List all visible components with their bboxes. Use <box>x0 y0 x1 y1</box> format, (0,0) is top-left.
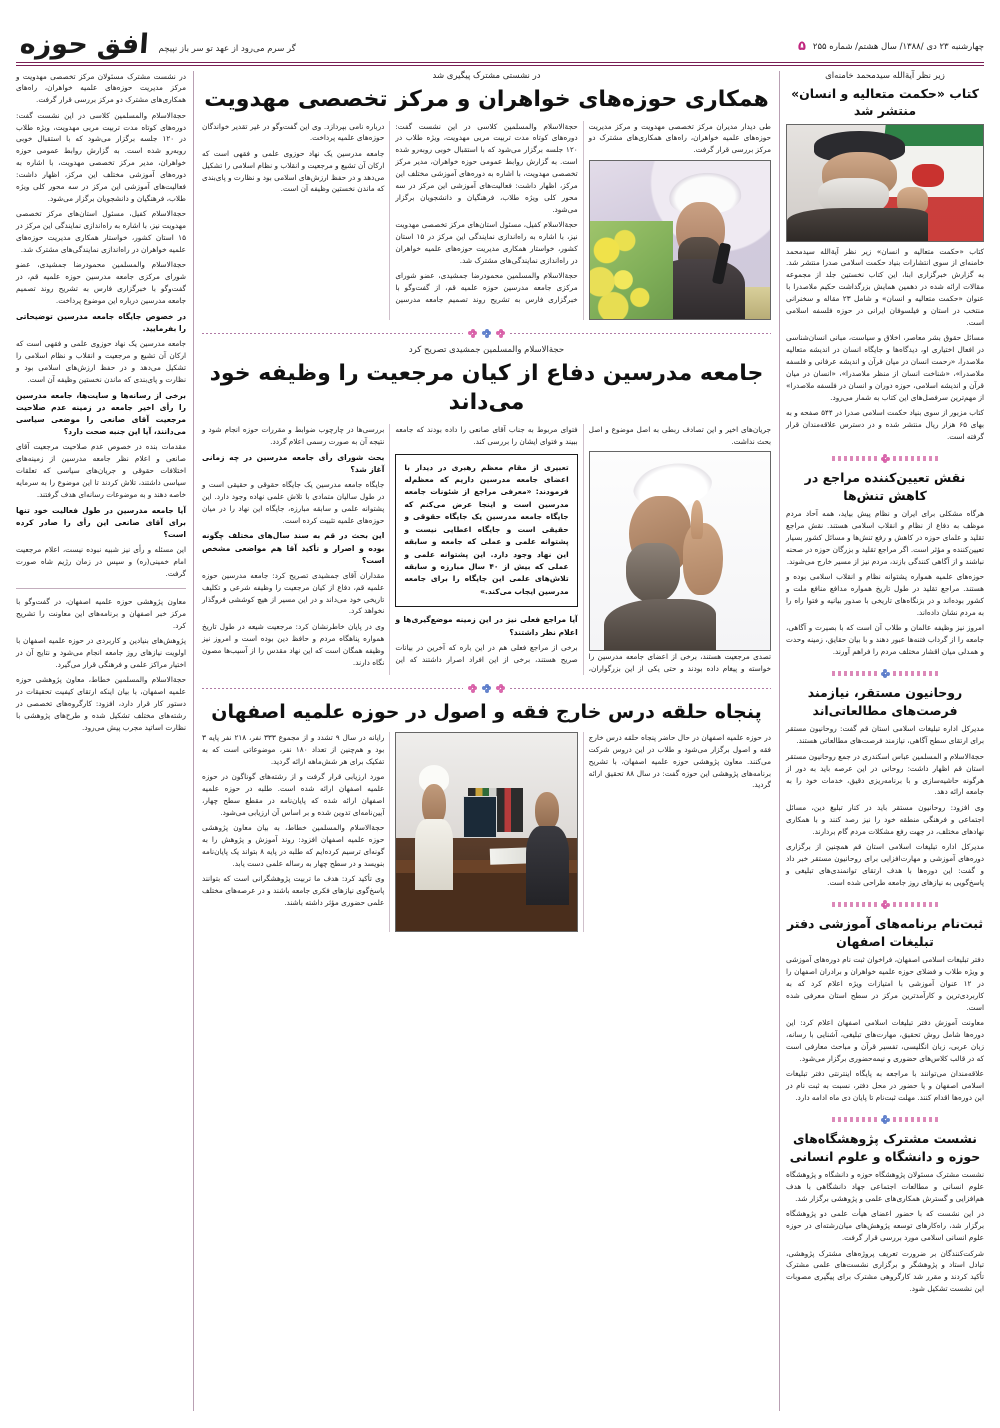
sidebar-paragraph: حوزه‌های علمیه همواره پشتوانه نظام و انقلاب اسلامی بوده و هستند. مراجع تقلید در طول تاریخ همواره مدافع منافع ملت و کشور بوده‌اند و در بزنگاه‌های تاریخی با صدور بیانیه و فتوا راه را به مردم نشان داده‌اند. <box>786 572 984 617</box>
cleric-at-podium-photo <box>589 160 771 320</box>
sidebar-article-neshast <box>786 1130 984 1298</box>
article2-paragraph: جایگاه جامعه مدرسین یک جایگاه حقوقی و حقیقی است و در طول سالیان متمادی با تلاش علمی نهاده وجود دارد. این پشتوانه علمی و سابقه مبارزه، جایگاه این نهاد را در میان حوزه‌های علمیه تثبیت کرده است. <box>202 479 385 525</box>
newspaper-logo: افق حوزه <box>18 29 150 60</box>
right-question: برخی از رسانه‌ها و سایت‌ها، جامعه مدرسین را رأی اخیر جامعه در زمینه عدم صلاحیت مرجعیت آقای صانعی را موضعی سیاسی می‌دانند، آیا این جنبه صحت دارد؟ <box>16 390 186 437</box>
ornament-divider-main <box>202 329 771 338</box>
masthead-rule <box>16 62 984 63</box>
article1-paragraph: طی دیدار مدیران مرکز تخصصی مهدویت و مرکز مدیریت حوزه‌های علمیه خواهران، راه‌های همکاری‌های مشترک دو مرکز بررسی قرار گرفت. <box>588 121 771 155</box>
sidebar-paragraph: مدیرکل اداره تبلیغات اسلامی استان قم همچنین از برگزاری دوره‌های آموزشی و مهارت‌افزایی برای روحانیون مستقر خبر داد و گفت: این دوره‌ها با هدف ارتقای توانمندی‌های تبلیغی و پاسخ‌گویی به نیازهای روز جامعه طراحی شده است. <box>786 841 984 887</box>
sidebar-paragraph: کتاب مزبور از سوی بنیاد حکمت اسلامی صدرا در ۵۴۴ صفحه و به بهای ۶۵ هزار ریال منتشر شده و در دسترس علاقه‌مندان قرار گرفته است. <box>786 408 985 441</box>
sidebar-paragraph: کتاب «حکمت متعالیه و انسان» زیر نظر آیة‌الله سیدمحمد خامنه‌ای از سوی انتشارات بنیاد حکمت اسلامی صدرا منتشر شد. به گزارش خبرگزاری ابنا، این کتاب نخستین جلد از مجموعه مقالات ارائه شده در دهمین همایش بزرگداشت حکیم ملاصدرا با عنوان «حکمت متعالیه و انسان» و شامل ۲۳ مقاله و سخنرانی منتخب در استان و فیلسوفان ایرانی در حوزه فلسفه اسلامی است. <box>786 246 984 327</box>
flower-icon <box>468 329 477 338</box>
sidebar-headline-4: ثبت‌نام برنامه‌های آموزشی دفتر تبلیغات اصفهان <box>786 916 984 949</box>
sidebar-article-book <box>786 71 984 447</box>
article2-paragraph: مقداران آقای جمشیدی تصریح کرد: جامعه مدرسین حوزه علمیه قم، دفاع از کیان مرجعیت را وظیفه شرعی و تکلیف تاریخی خود می‌داند و در این مسیر از هیچ کوششی فروگذار نخواهد کرد. <box>202 570 385 616</box>
pull-quote-text: تعبیری از مقام معظم رهبری در دیدار با اعضای جامعه مدرسین داریم که معظم‌له فرمودند: «معرفی مراجع از شئونات جامعه مدرسین است و اینجا عرض می‌کنم که جایگاه جامعه مدرسین یک جایگاه حقوقی و حقیقی است و جایگاه اعطایی نیست و پشتوانه علمی و عملی که جامعه و سابقه این نهاد وجود دارد. این پشتوانه علمی و عملی که بیش از ۴۰ سال مبارزه و سابقه تلاش‌های علمی این جایگاه را برای جامعه مدرسین ایجاب می‌کند.» <box>404 462 569 596</box>
right-paragraph: این مسئله و رأی نیز شبیه نبوده نیست، اعلام مرجعیت امام خمینی(ره) و سپس در زمان رژیم شاه صورت گرفت. <box>16 545 186 578</box>
article2-paragraph: وی در پایان خاطرنشان کرد: مرجعیت شیعه در طول تاریخ همواره پناهگاه مردم و حافظ دین بوده است و امروز نیز وظیفه همگان است که این نهاد مقدس را از آسیب‌ها مصون نگاه دارند. <box>202 621 385 667</box>
issue-date: چهارشنبه ۲۳ دی /۱۳۸۸/ سال هشتم/ شماره ۲۵۵ <box>812 41 984 52</box>
main-article-mahdaviat <box>202 71 771 320</box>
sidebar-paragraph: علاقه‌مندان می‌توانند با مراجعه به پایگاه اینترنتی دفتر تبلیغات اسلامی اصفهان و یا حضور در محل دفتر، نسبت به ثبت نام در این دوره‌ها اقدام کنند. مهلت ثبت‌نام تا پایان دی ماه ادامه دارد. <box>786 1069 984 1102</box>
flower-icon <box>468 684 477 693</box>
flower-icon <box>496 684 505 693</box>
sidebar-article-maraje <box>786 469 984 661</box>
ornament-divider <box>786 900 984 909</box>
sidebar-paragraph: هرگاه مشکلی برای ایران و نظام پیش بیاید، همه آحاد مردم موظف به دفاع از نظام و انقلاب اسلامی هستند. نقش مراجع تقلید و علمای حوزه در کاهش و رفع تنش‌ها و مسائل کشور بسیار تعیین‌کننده و مؤثر است. اگر مراجع تقلید و بزرگان حوزه در صحنه نباشند و از آگاهی کنندگی بازند، مردم نیز از مسیر خارج می‌شوند. <box>786 509 984 566</box>
masthead-tagline: گر سرم می‌رود از عهد تو سر باز نپیچم <box>158 44 296 54</box>
article1-paragraph: جامعه مدرسین یک نهاد حوزوی علمی و فقهی است که ارکان آن تشیع و مرجعیت و انقلاب و نظام اسلامی را تشکیل می‌دهد و در حفظ ارزش‌های اسلامی بود و نظارت و پای‌بندی که ماندن نخستین وظیفه آن است. <box>202 148 385 194</box>
article2-kicker: حجة‌الاسلام والمسلمین جمشیدی تصریح کرد <box>408 344 565 355</box>
left-sidebar-column <box>779 71 984 1411</box>
main-article-jameh-modaresin <box>202 345 771 675</box>
ornament-divider <box>786 454 984 463</box>
article2-pull-quote <box>395 454 577 608</box>
article3-paragraph: رایانه در سال ۹ تشدد و از مجموع ۳۳۳ نفر، ۲۱۸ نفر پایه ۳ بود و هم‌چنین از تعداد ۱۸۰ نفر، موضوعاتی است که به تفکیک برای هر شش‌ماهه ارائه گردید. <box>202 732 385 766</box>
cleric-with-iranian-flag-photo <box>786 124 984 242</box>
ornament-divider <box>786 1115 984 1124</box>
right-question: آیا جامعه مدرسین در طول فعالیت خود تنها برای آقای صانعی این رأی را صادر کرده است؟ <box>16 505 186 540</box>
right-paragraph: مقدمات بنده در خصوص عدم صلاحیت مرجعیت آقای صانعی و اعلام نظر جامعه مدرسین از زمینه‌های اختلافات حقوقی و جریان‌های سیاسی که تعلقات سیاسی داشتند، تلاش کردند تا این موضوع را به سرمایه خاصه دهند و به موضوعات رسانه‌ای هدف گرفتند. <box>16 442 186 499</box>
sidebar-paragraph: وی افزود: روحانیون مستقر باید در کنار تبلیغ دین، مسائل اجتماعی و فرهنگی منطقه خود را نیز رصد کنند و با همکاری نهادهای مختلف، در جهت رفع مشکلات مردم گام بردارند. <box>786 802 984 836</box>
article2-question: این بحث در قم به سند سال‌های مختلف چگونه بوده و اصرار و تأکید آقا هم مواضعی مشخص است؟ <box>202 531 385 565</box>
article1-paragraph: حجة‌الاسلام والمسلمین محمودرضا جمشیدی، عضو شورای مرکزی جامعه مدرسین حوزه علمیه قم، از گفت‌وگو با خبرگزاری فارس به تشریح روند تصمیم جامعه مدرسین درباره نامی بپردازد. وی این گفت‌وگو در غیر تقدیر خواندگان حوزه‌های علمیه پرداخت. <box>202 121 578 304</box>
sidebar-headline-2: نقش تعیین‌کننده مراجع در کاهش تنش‌ها <box>804 470 966 503</box>
article2-paragraph: برخی از مراجع فعلی هم در این باره که آخرین در بیانات صریح هستند، برخی از این افراد اصرار داشتند که این بررسی‌ها در چارچوب ضوابط و مقررات حوزه انجام شود و نتیجه آن به صورت رسمی اعلام گردد. <box>202 424 578 664</box>
sidebar-paragraph: مسائل حقوق بشر معاصر، اخلاق و سیاست، مبانی انسان‌شناسی در افعال اختیاری او، دیدگاه‌ها و جایگاه انسان در اندیشه متعالیه ملاصدرا، «رحمت انسان در میان قرآن و اندیشه عرفانی و فلسفه ملاصدرا»، «شناخت انسان از منظر ملاصدرا»، «انسان در میان قرآن و اندیشه اسلامی، حوزه دوران و انسان در فلسفه ملاصدرا» از مهم‌ترین سرفصل‌های این کتاب به شمار می‌رود. <box>786 333 984 402</box>
article2-paragraph: تصدی مرجعیت هستند، برخی از اعضای جامعه مدرسین را خواسته و پیغام داده بودند و حتی یکی از این بزرگواران، فتوای مربوط به جناب آقای صانعی را داده بودند که جامعه ببیند و فتوای ایشان را بررسی کند. <box>395 424 771 673</box>
article3-headline: پنجاه حلقه درس خارج فقه و اصول در حوزه علمیه اصفهان <box>211 700 762 723</box>
main-column <box>194 71 779 1411</box>
article1-headline: همکاری حوزه‌های خواهران و مرکز تخصصی مهدویت <box>204 86 769 112</box>
right-column <box>16 71 194 1411</box>
article3-paragraph: مورد ارزیابی قرار گرفت و از رشته‌های گوناگون در حوزه علمیه اصفهان ارائه شده است. طلبه در حوزه علمیه اصفهان ارائه شده که پایان‌نامه در مقطع سطح چهار، آیین‌نامه‌ای تدوین شده و بر اساس آن ارزیابی می‌شود. <box>202 772 385 817</box>
article2-headline: جامعه مدرسین دفاع از کیان مرجعیت را وظیفه خود می‌داند <box>209 360 764 415</box>
article1-kicker: در نشستی مشترک پیگیری شد <box>432 70 541 81</box>
sidebar-kicker-1: زیر نظر آیة‌الله سیدمحمد خامنه‌ای <box>825 70 945 81</box>
flower-icon <box>482 329 491 338</box>
page-body <box>16 71 984 1411</box>
right-paragraph: پژوهش‌های بنیادین و کاربردی در حوزه علمیه اصفهان با اولویت نیازهای روز جامعه انجام می‌شود و نتایج آن در اختیار مراکز علمی و فرهنگی قرار می‌گیرد. <box>16 636 186 669</box>
office-interview-photo <box>395 732 577 932</box>
sidebar-headline-5: نشست مشترک پژوهشگاه‌های حوزه و دانشگاه و علوم انسانی <box>789 1131 981 1164</box>
article1-paragraph: حجة‌الاسلام کفیل، مسئول استان‌های مرکز تخصصی مهدویت نیز، با اشاره به راه‌اندازی نمایندگی این مرکز در ۱۵ استان کشور، خواستار همکاری مدیریت حوزه‌های علمیه خواهران در راه‌اندازی نمایندگی‌های مشترک شد. <box>395 220 578 265</box>
masthead-rule-secondary <box>16 65 984 66</box>
flower-icon <box>482 684 491 693</box>
sidebar-paragraph: حجة‌الاسلام و المسلمین عباس اسکندری در جمع روحانیون مستقر استان قم اظهار داشت: روحانی در این عرصه باید به دور از هرگونه حاشیه‌سازی و با برنامه‌ریزی دقیق، خدمات خود را به جامعه ارائه دهد. <box>786 751 984 797</box>
masthead <box>16 14 984 60</box>
main-article-esfahan <box>202 700 771 932</box>
sidebar-paragraph: مدیرکل اداره تبلیغات اسلامی استان قم گفت: روحانیون مستقر برای ارتقای سطح آگاهی، نیازمند فرصت‌های مطالعاتی هستند. <box>786 724 984 746</box>
article2-paragraph: جریان‌های اخیر و این تصادف ربطی به اصل موضوع و اصل بحث نداشت. <box>588 424 771 446</box>
article1-paragraph: حجة‌الاسلام والمسلمین کلاسی در این نشست گفت: دوره‌های کوتاه مدت تربیت مربی مهدویت، ویژه طلاب در ۱۲۰ جلسه برگزار می‌شود که با استقبال خوبی روبه‌رو شده است. به گزارش روابط عمومی حوزه خواهران، مدیر مرکز تخصصی مهدویت، با اشاره به دوره‌های آموزشی مختلف این مرکز، اظهار داشت: فعالیت‌های آموزشی این مرکز در سه محور کلی ویژه طلاب، فرهنگیان و دانشجویان برگزار می‌شود. <box>395 121 578 214</box>
sidebar-paragraph: دفتر تبلیغات اسلامی اصفهان، فراخوان ثبت نام دوره‌های آموزشی و ویژه طلاب و فضلای حوزه علمیه خواهران و برادران اصفهان را در ۱۲ عنوان آموزشی با امتیازات ویژه اعلام کرد که به کاربردی‌ترین و کارآمدترین مرکز در سطح استان معرفی شده است. <box>786 955 985 1012</box>
article3-paragraph: در حوزه علمیه اصفهان در حال حاضر پنجاه حلقه درس خارج فقه و اصول برگزار می‌شود و طلاب در این دروس شرکت می‌کنند. معاون پژوهشی حوزه علمیه اصفهان، با تشریح برنامه‌های پژوهشی این حوزه گفت: در سال ۸۸ تحقیق ارائه گردید. <box>588 732 771 790</box>
right-paragraph: حجة‌الاسلام والمسلمین کلاسی در این نشست گفت: دوره‌های کوتاه مدت تربیت مربی مهدویت، ویژه طلاب در ۱۲۰ جلسه برگزار می‌شود که با استقبال خوبی روبه‌رو شده است. به گزارش روابط عمومی حوزه خواهران، مدیر مرکز تخصصی مهدویت، با اشاره به دوره‌های آموزشی مختلف این مرکز، اظهار داشت: فعالیت‌های آموزشی این مرکز در سه محور کلی ویژه طلاب، فرهنگیان و دانشجویان برگزار می‌شود. <box>16 110 186 203</box>
right-paragraph: در نشست مشترک مسئولان مرکز تخصصی مهدویت و مرکز مدیریت حوزه‌های علمیه خواهران، راه‌های همکاری‌های مشترک دو مرکز بررسی قرار گرفت. <box>16 71 186 105</box>
right-paragraph: حجة‌الاسلام والمسلمین خطاط، معاون پژوهشی حوزه علمیه اصفهان، با بیان اینکه ارتقای کیفیت تحقیقات در دستور کار قرار دارد، افزود: کارگروه‌های تخصصی در رشته‌های مختلف تشکیل شده و طرح‌های پژوهشی با نظارت اساتید مجرب پیش می‌رود. <box>16 675 186 732</box>
ornament-divider-main <box>202 684 771 693</box>
masthead-logo-group <box>16 31 296 58</box>
right-paragraph: معاون پژوهشی حوزه علمیه اصفهان، در گفت‌وگو با مرکز خبر اصفهان و برنامه‌های این معاونت را تشریح کرد. <box>16 596 186 630</box>
page-number: ۵ <box>797 39 806 54</box>
sidebar-paragraph: نشست مشترک مسئولان پژوهشگاه حوزه و دانشگاه و پژوهشگاه علوم انسانی و مطالعات اجتماعی جهاد دانشگاهی با هدف هم‌افزایی و گسترش همکاری‌های علمی و پژوهشی برگزار شد. <box>786 1170 984 1203</box>
cleric-raised-finger-photo <box>589 451 771 651</box>
right-paragraph: حجة‌الاسلام والمسلمین محمودرضا جمشیدی، عضو شورای مرکزی جامعه مدرسین حوزه علمیه قم، در گفت‌وگو با خبرگزاری فارس به تشریح روند تصمیم جامعه مدرسین درباره این موضوع پرداخت. <box>16 260 186 306</box>
sidebar-paragraph: امروز نیز وظیفه عالمان و طلاب آن است که با بصیرت و آگاهی، جامعه را از گرداب فتنه‌ها عبور دهند و با بیان حقایق، زمینه وحدت و همدلی میان اقشار مختلف مردم را فراهم آورند. <box>786 623 984 657</box>
right-paragraph: جامعه مدرسین یک نهاد حوزوی علمی و فقهی است که ارکان آن تشیع و مرجعیت و انقلاب و نظام اسلامی را تشکیل می‌دهد و در حفظ ارزش‌های اسلامی بود و نظارت و پای‌بندی که ماندن نخستین وظیفه آن است. <box>16 339 186 384</box>
sidebar-headline-3: روحانیون مستقر، نیازمند فرصت‌های مطالعاتی‌اند <box>807 685 963 718</box>
article2-question: بحث شورای رأی جامعه مدرسین در چه زمانی آغاز شد؟ <box>202 452 385 474</box>
article2-question: آیا مراجع فعلی نیز در این زمینه موضع‌گیری‌ها و اعلام نظر داشتند؟ <box>395 615 578 637</box>
sidebar-paragraph: معاونت آموزش دفتر تبلیغات اسلامی اصفهان اعلام کرد: این دوره‌ها شامل روش تحقیق، مهارت‌های تبلیغی، آشنایی با رسانه، زبان عربی، زبان انگلیسی، تفسیر قرآن و مباحث معارفی است که در قالب کلاس‌های حضوری و نیمه‌حضوری برگزار می‌شود. <box>786 1017 984 1063</box>
right-column-divider <box>16 588 186 589</box>
sidebar-article-sabtnam <box>786 915 984 1107</box>
article3-paragraph: حجة‌الاسلام والمسلمین خطاط، به بیان معاون پژوهشی حوزه علمیه اصفهان افزود: روند آموزش و پژوهش را به گونه‌ای ترسیم کرده‌ایم که طلبه در پایه ۸ بتواند یک پایان‌نامه بنویسد و در سطح چهار به رساله علمی دست یابد. <box>202 823 385 868</box>
ornament-divider <box>786 669 984 678</box>
right-question: در خصوص جایگاه جامعه مدرسین توضیحاتی را بفرمایید. <box>16 311 186 334</box>
issue-info <box>798 39 984 58</box>
sidebar-article-rohanioun <box>786 684 984 892</box>
flower-icon <box>496 329 505 338</box>
sidebar-paragraph: شرکت‌کنندگان بر ضرورت تعریف پروژه‌های مشترک پژوهشی، تبادل استاد و پژوهشگر و برگزاری نشست‌های علمی مشترک تأکید کردند و مقرر شد کارگروهی مشترک برای پیگیری مصوبات این نشست تشکیل شود. <box>786 1248 984 1294</box>
right-paragraph: حجة‌الاسلام کفیل، مسئول استان‌های مرکز تخصصی مهدویت نیز، با اشاره به راه‌اندازی نمایندگی این مرکز در ۱۵ استان کشور، خواستار همکاری مدیریت حوزه‌های علمیه خواهران در راه‌اندازی نمایندگی‌های مشترک شد. <box>16 209 186 254</box>
article3-paragraph: وی تأکید کرد: هدف ما تربیت پژوهشگرانی است که بتوانند پاسخ‌گوی نیازهای فکری جامعه باشند و در عرصه‌های مختلف علمی حضوری مؤثر داشته باشند. <box>202 874 385 907</box>
sidebar-headline-1: کتاب «حکمت متعالیه و انسان» منتشر شد <box>791 85 979 118</box>
sidebar-paragraph: در این نشست که با حضور اعضای هیأت علمی دو پژوهشگاه برگزار شد، راه‌کارهای توسعه پژوهش‌های میان‌رشته‌ای در حوزه علوم انسانی اسلامی مورد بررسی قرار گرفت. <box>786 1209 984 1243</box>
